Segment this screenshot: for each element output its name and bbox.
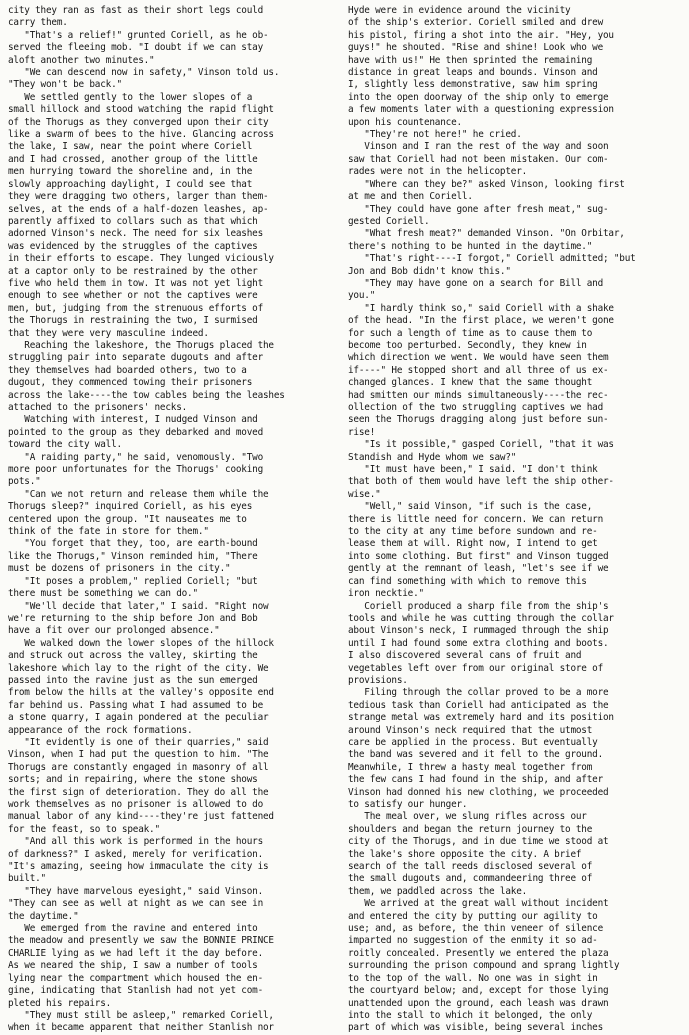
text-line: there is little need for concern. We can return — [348, 513, 603, 525]
text-line: "And all this work is performed in the hours — [8, 836, 263, 848]
text-line: must be dozens of prisoners in the city." — [8, 563, 231, 575]
text-line: "A raiding party," he said, venomously. "Two — [8, 451, 263, 463]
text-line: gested Coriell. — [348, 215, 430, 227]
text-line: We emerged from the ravine and entered into — [8, 923, 258, 935]
text-line: search of the tall reeds disclosed several of — [348, 861, 593, 873]
text-line: changed glances. I knew that the same thought — [348, 377, 593, 389]
text-line: sorts; and in repairing, where the stone shows — [8, 774, 258, 786]
text-line: "They can see as well at night as we can see in — [8, 898, 263, 910]
text-line: and I had crossed, another group of the little — [8, 153, 258, 165]
text-line: strange metal was extremely hard and its position — [348, 712, 614, 724]
text-line: into some clothing. But first" and Vinson tugged — [348, 550, 609, 562]
text-line: enough to see whether or not the captives were — [8, 290, 258, 302]
text-line: Meanwhile, I threw a hasty meal together from — [348, 761, 593, 773]
text-line: when it became apparent that neither Stanlish nor — [8, 1022, 274, 1034]
text-line: five who held them in tow. It was not yet light — [8, 277, 263, 289]
text-line: tedious task than Coriell had anticipated as the — [348, 699, 609, 711]
text-line: "We'll decide that later," I said. "Right now — [8, 600, 269, 612]
text-line: "Can we not return and release them while the — [8, 488, 269, 500]
text-line: CHARLIE lying as we had left it the day before. — [8, 947, 263, 959]
text-line: like a swarm of bees to the hive. Glancing across — [8, 129, 274, 141]
text-line: have a fit over our prolonged absence." — [8, 625, 220, 637]
text-line: imparted no suggestion of the enmity it so ad- — [348, 935, 598, 947]
text-line: "Is it possible," gasped Coriell, "that it was — [348, 439, 614, 451]
text-line: men hurrying toward the shoreline and, in the — [8, 166, 253, 178]
text-line: them, we paddled across the lake. — [348, 885, 528, 897]
text-line: city of the Thorugs, and in due time we stood at — [348, 836, 609, 848]
text-line: slowly approaching daylight, I could see that — [8, 178, 253, 190]
text-line: the first sign of deterioration. They do all the — [8, 786, 269, 798]
text-line: to satisfy our hunger. — [348, 799, 468, 810]
text-line: seen the Thorugs dragging along just before sun- — [348, 414, 609, 426]
text-line: shoulders and began the return journey to the — [348, 823, 593, 835]
text-line: tools and while he was cutting through the collar — [348, 612, 614, 624]
text-line: struggling pair into separate dugouts and after — [8, 352, 263, 364]
text-line: distance in great leaps and bounds. Vinson and — [348, 67, 598, 79]
text-line: Vinson, when I had put the question to him. "The — [8, 749, 269, 761]
text-line: passed into the ravine just as the sun emerged — [8, 674, 258, 686]
text-line: roitly concealed. Presently we entered the plaza — [348, 947, 609, 959]
text-line: "They may have gone on a search for Bill and — [348, 277, 603, 289]
text-line: built." — [8, 873, 46, 885]
text-line: lease them at will. Right now, I intend to get — [348, 538, 598, 550]
text-line: "I hardly think so," said Coriell with a shake — [348, 302, 614, 314]
text-line: his pistol, firing a shot into the air. "Hey, you — [348, 29, 614, 41]
left-text-column — [8, 5, 342, 1035]
text-line: surrounding the prison compound and sprang lightly — [348, 960, 620, 972]
text-line: was evidenced by the struggles of the captives — [8, 240, 258, 252]
text-line: Hyde were in evidence around the vicinity — [348, 5, 571, 16]
text-line: provisions. — [348, 674, 408, 686]
text-line: "It evidently is one of their quarries," said — [8, 736, 269, 748]
text-line: had smitten our minds simultaneously----the rec- — [348, 389, 609, 401]
text-line: Coriell produced a sharp file from the ship's — [348, 600, 609, 612]
text-line: guys!" he shouted. "Rise and shine! Look who we — [348, 42, 603, 54]
text-line: at a captor only to be restrained by the other — [8, 265, 258, 277]
text-line: which direction we went. We would have seen them — [348, 352, 609, 364]
text-line: use; and, as before, the thin veneer of silence — [348, 923, 603, 935]
text-line: Vinson and I ran the rest of the way and soon — [348, 141, 609, 153]
text-line: Thorugs sleep?" inquired Coriell, as his eyes — [8, 501, 253, 513]
text-line: there's nothing to be hunted in the daytime." — [348, 240, 593, 252]
text-line: appearance of the rock formations. — [8, 724, 193, 736]
text-line: Reaching the lakeshore, the Thorugs placed the — [8, 339, 274, 351]
text-line: into the open doorway of the ship only to emerge — [348, 91, 609, 103]
text-line: gine, indicating that Stanlish had not yet com- — [8, 985, 263, 997]
text-line: at me and then Coriell. — [348, 191, 473, 203]
text-line: saw that Coriell had not been mistaken. Our com- — [348, 153, 609, 165]
text-line: have with us!" He then sprinted the remaining — [348, 54, 593, 66]
text-line: unattended upon the ground, each leash was drawn — [348, 997, 609, 1009]
text-line: part of which was visible, being several inches — [348, 1022, 603, 1034]
text-line: the band was severed and it fell to the ground. — [348, 749, 603, 761]
text-line: We arrived at the great wall without incident — [348, 898, 609, 910]
text-line: aloft another two minutes." — [8, 54, 155, 66]
text-line: from below the hills at the valley's opposite end — [8, 687, 274, 699]
text-line: wise." — [348, 488, 381, 500]
text-line: the courtyard below; and, except for those lying — [348, 985, 609, 997]
text-line: "Well," said Vinson, "if such is the case, — [348, 501, 593, 513]
text-line: the lake's shore opposite the city. A brief — [348, 848, 582, 860]
text-line: rades were not in the helicopter. — [348, 166, 528, 178]
text-line: adorned Vinson's neck. The need for six leashes — [8, 228, 263, 240]
text-line: As we neared the ship, I saw a number of tools — [8, 960, 258, 972]
text-line: I, slightly less demonstrative, saw him spring — [348, 79, 598, 91]
text-line: the daytime." — [8, 910, 79, 922]
text-line: work themselves as no prisoner is allowed to do — [8, 799, 263, 810]
text-line: and entered the city by putting our agility to — [348, 910, 598, 922]
text-line: pleted his repairs. — [8, 997, 112, 1009]
text-line: selves, at the ends of a half-dozen leashes, ap- — [8, 203, 269, 215]
text-line: "They're not here!" he cried. — [348, 129, 522, 141]
text-line: toward the city wall. — [8, 439, 122, 451]
text-line: in their efforts to escape. They lunged viciously — [8, 253, 274, 265]
text-line: of the head. "In the first place, we weren't gone — [348, 315, 614, 327]
text-line: Vinson had donned his new clothing, we proceeded — [348, 786, 609, 798]
text-line: like the Thorugs," Vinson reminded him, "There — [8, 550, 258, 562]
text-line: The meal over, we slung rifles across our — [348, 811, 587, 823]
text-line: around Vinson's neck required that the utmost — [348, 724, 593, 736]
text-line: men, but, judging from the strenuous efforts of — [8, 302, 263, 314]
text-line: lakeshore which lay to the right of the city. We — [8, 662, 269, 674]
text-line: and struck out across the valley, skirting the — [8, 650, 258, 662]
text-line: "They have marvelous eyesight," said Vinson. — [8, 885, 263, 897]
text-line: "It must have been," I said. "I don't think — [348, 464, 598, 476]
text-line: they were dragging two others, larger than them- — [8, 191, 269, 203]
text-line: we're returning to the ship before Jon and Bob — [8, 612, 258, 624]
text-line: "What fresh meat?" demanded Vinson. "On Orbitar, — [348, 228, 625, 240]
text-line: for such a length of time as to cause them to — [348, 327, 593, 339]
text-line: Thorugs are constantly engaged in masonry of all — [8, 761, 269, 773]
text-line: Standish and Hyde whom we saw?" — [348, 451, 517, 463]
text-line: "They could have gone after fresh meat," sug- — [348, 203, 609, 215]
text-line: dugout, they commenced towing their prisoners — [8, 377, 253, 389]
text-line: there must be something we can do." — [8, 588, 198, 600]
text-line: the few cans I had found in the ship, and after — [348, 774, 603, 786]
text-line: "That's right----I forgot," Coriell admitted; "but — [348, 253, 636, 265]
text-line: they themselves had boarded others, two to a — [8, 364, 247, 376]
text-line: We walked down the lower slopes of the hillock — [8, 637, 274, 649]
text-line: served the fleeing mob. "I doubt if we can stay — [8, 42, 263, 54]
text-line: more poor unfortunates for the Thorugs' cooking — [8, 464, 263, 476]
text-line: gently at the remnant of leash, "let's see if we — [348, 563, 609, 575]
text-line: iron necktie." — [348, 588, 424, 600]
text-line: if----" He stopped short and all three of us ex- — [348, 364, 609, 376]
text-line: "It's amazing, seeing how immaculate the city is — [8, 861, 269, 873]
text-line: "We can descend now in safety," Vinson told us. — [8, 67, 280, 79]
text-line: can find something with which to remove this — [348, 575, 587, 587]
text-line: I also discovered several cans of fruit and — [348, 650, 582, 662]
text-line: of the Thorugs as they converged upon their city — [8, 116, 269, 128]
text-line: "They must still be asleep," remarked Coriell, — [8, 1009, 274, 1021]
text-line: think of the fate in store for them." — [8, 526, 209, 538]
text-line: upon his countenance. — [348, 116, 462, 128]
text-line: pots." — [8, 476, 41, 488]
text-line: "You forget that they, too, are earth-bound — [8, 538, 258, 550]
text-line: rise! — [348, 426, 376, 438]
text-line: a few moments later with a questioning expression — [348, 104, 614, 116]
text-line: Filing through the collar proved to be a more — [348, 687, 609, 699]
text-line: We settled gently to the lower slopes of a — [8, 91, 253, 103]
right-text-column — [348, 5, 682, 1035]
text-line: Jon and Bob didn't know this." — [348, 265, 511, 277]
text-line: to the city at any time before sundown and re- — [348, 526, 598, 538]
text-line: city they ran as fast as their short legs could — [8, 5, 263, 16]
text-line: "It poses a problem," replied Coriell; "but — [8, 575, 258, 587]
text-line: far behind us. Passing what I had assumed to be — [8, 699, 263, 711]
text-line: the small dugouts and, commandeering three of — [348, 873, 593, 885]
text-line: ollection of the two struggling captives we had — [348, 402, 603, 413]
text-line: that they were very masculine indeed. — [8, 327, 209, 339]
text-line: small hillock and stood watching the rapid flight — [8, 104, 274, 116]
text-line: about Vinson's neck, I rummaged through the ship — [348, 625, 609, 637]
text-line: of darkness?" I asked, merely for verification. — [8, 848, 263, 860]
text-line: the Thorugs in restraining the two, I surmised — [8, 315, 258, 327]
text-line: parently affixed to collars such as that which — [8, 215, 258, 227]
text-line: attached to the prisoners' necks. — [8, 402, 188, 413]
text-line: "That's a relief!" grunted Coriell, as he ob- — [8, 29, 269, 41]
text-line: lying near the compartment which housed the en- — [8, 972, 263, 984]
text-line: into the stall to which it belonged, the only — [348, 1009, 593, 1021]
text-line: across the lake----the tow cables being the leashes — [8, 389, 285, 401]
text-line: to the top of the wall. No one was in sight in — [348, 972, 598, 984]
text-line: "They won't be back." — [8, 79, 122, 91]
text-line: vegetables left over from our original store of — [348, 662, 603, 674]
text-line: Watching with interest, I nudged Vinson and — [8, 414, 258, 426]
text-line: care be applied in the process. But eventually — [348, 736, 598, 748]
text-line: a stone quarry, I again pondered at the peculiar — [8, 712, 269, 724]
text-line: manual labor of any kind----they're just fattened — [8, 811, 274, 823]
text-line: the lake, I saw, near the point where Coriell — [8, 141, 253, 153]
text-line: "Where can they be?" asked Vinson, looking first — [348, 178, 625, 190]
text-line: for the feast, so to speak." — [8, 823, 160, 835]
text-line: pointed to the group as they debarked and moved — [8, 426, 263, 438]
text-line: until I had found some extra clothing and boots. — [348, 637, 609, 649]
text-line: carry them. — [8, 17, 68, 29]
text-line: of the ship's exterior. Coriell smiled and drew — [348, 17, 603, 29]
text-line: you." — [348, 290, 376, 302]
text-line: that both of them would have left the ship other- — [348, 476, 614, 488]
text-line: centered upon the group. "It nauseates me to — [8, 513, 247, 525]
text-line: the meadow and presently we saw the BONNIE PRINCE — [8, 935, 274, 947]
text-line: become too perturbed. Secondly, they knew in — [348, 339, 587, 351]
